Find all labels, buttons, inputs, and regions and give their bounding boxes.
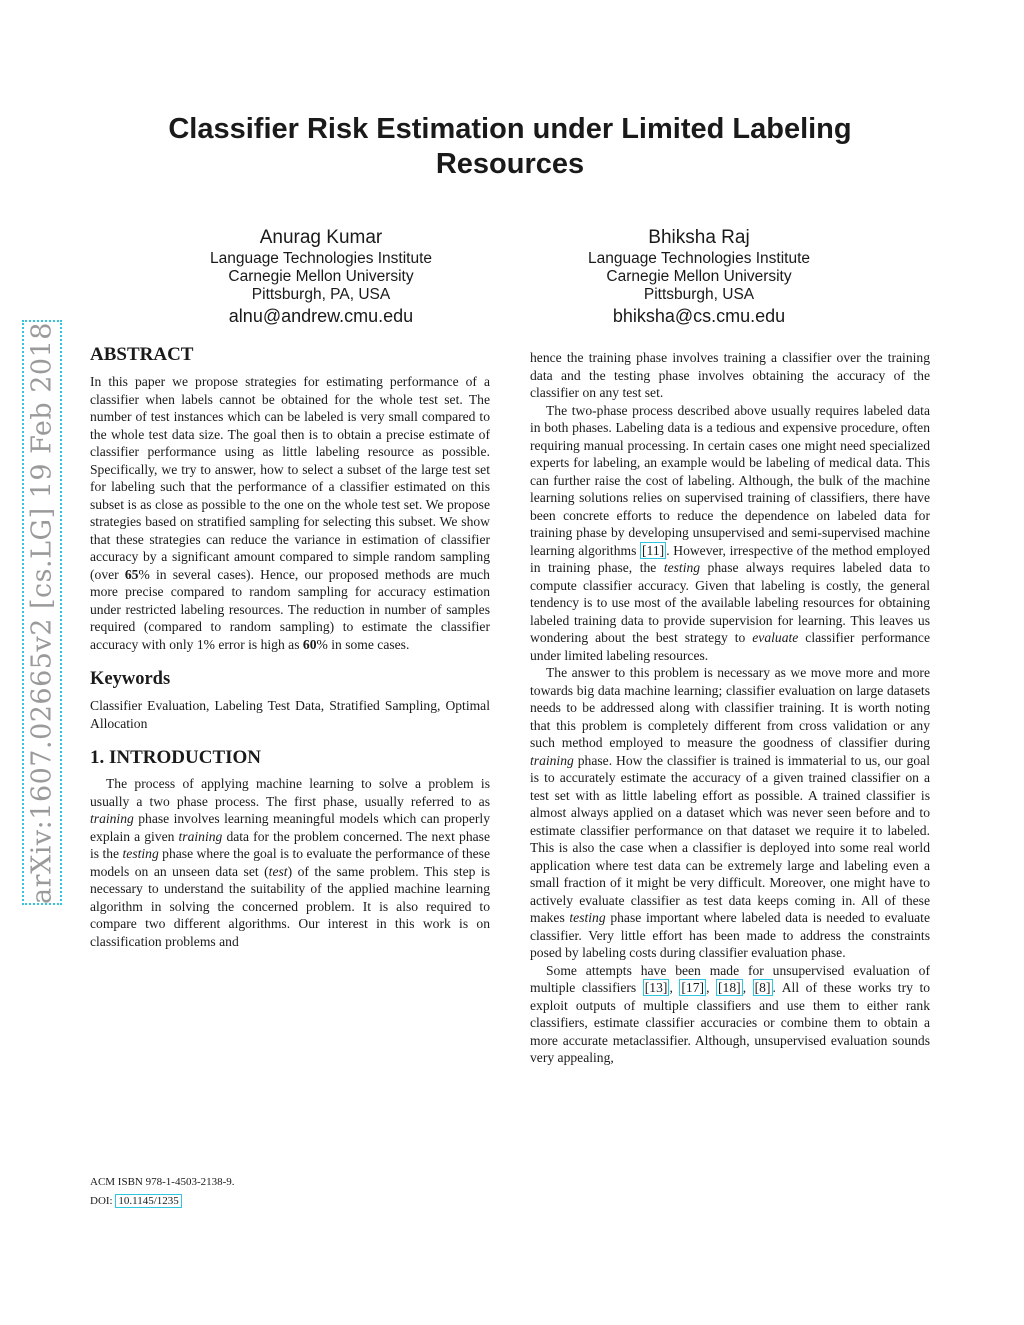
body-text-part: Some attempts have been made for unsupervised evaluation of multiple classifiers xyxy=(530,962,930,995)
author-university: Carnegie Mellon University xyxy=(606,268,792,285)
footer-notes xyxy=(90,1173,235,1211)
body-emphasis: testing xyxy=(663,560,701,575)
body-text-part: , xyxy=(706,980,717,995)
doi-label: DOI: xyxy=(90,1195,116,1207)
doi-line xyxy=(90,1192,235,1211)
isbn-text: ACM ISBN 978-1-4503-2138-9. xyxy=(90,1176,235,1188)
author-name: Bhiksha Raj xyxy=(648,227,750,248)
arxiv-stamp-text: arXiv:1607.02665v2 [cs.LG] 19 Feb 2018 xyxy=(26,321,58,904)
body-emphasis: testing xyxy=(569,910,606,925)
body-paragraph xyxy=(530,664,930,962)
author-name: Anurag Kumar xyxy=(259,227,383,248)
body-text-part: phase always requires labeled data to compute classifier accuracy. Given that labeling is costly, the general tendency is to use most of the available labeling resources for obtaining labeled training data to provide supervision for learning. This leaves us wondering about the best strategy to xyxy=(530,560,930,645)
intro-paragraph xyxy=(90,775,490,950)
intro-text-part: The process of applying machine learning to solve a problem is usually a two phase process. The first phase, usually referred to as xyxy=(90,776,490,809)
intro-text-part: phase involves learning meaningful models which can properly explain a given xyxy=(90,811,490,844)
intro-emphasis: training xyxy=(90,811,134,826)
citation-link[interactable]: [11] xyxy=(642,542,665,558)
body-paragraph: hence the training phase involves training a classifier over the training data and the testing phase involves obtaining the accuracy of the classifier on any test set. xyxy=(530,350,930,400)
author-block-2 xyxy=(529,226,869,328)
body-emphasis: evaluate xyxy=(752,630,799,645)
intro-text-part: ) of the same problem. This step is necessary to understand the suitability of the applied machine learning algorithm in solving the concerned problem. It is also required to compare two different algorithms. Our interest in this work is on classification problems and xyxy=(90,863,490,949)
right-column xyxy=(530,349,930,1067)
author-location: Pittsburgh, PA, USA xyxy=(251,286,391,303)
intro-emphasis: testing xyxy=(122,846,159,861)
citation-link[interactable]: [8] xyxy=(754,980,771,995)
keywords-heading: Keywords xyxy=(90,669,171,689)
abstract-text-part: % in some cases. xyxy=(316,636,410,652)
body-text-part: phase important where labeled data is needed to evaluate classifier. Very little effort has been made to address the constraints posed by labeling costs during classifier evaluation phase. xyxy=(530,910,930,960)
author-university: Carnegie Mellon University xyxy=(228,268,414,285)
body-text-part: phase. How the classifier is trained is immaterial to us, our goal is to accurately estimate the accuracy of a given trained classifier on a test set with as little labeling effort as possible. A trained classifier is almost always applied on a dataset which was never seen before and to estimate classifier performance on that dataset we require it to labeled. This is also the case when a classifier is deployed into some real world application where test data can be extremely large and labeling even a small fraction of it might be very difficult. Moreover, one might have to actively evaluate classifier as test data keeps coming in. All of these makes xyxy=(530,752,930,925)
intro-text-part: phase where the goal is to evaluate the performance of these models on an unseen data set ( xyxy=(90,846,490,879)
introduction-heading: 1. INTRODUCTION xyxy=(90,747,262,768)
abstract-bold-value: 60 xyxy=(302,636,317,652)
paper-title: Classifier Risk Estimation under Limited Labeling Resources xyxy=(168,113,852,180)
author-block-1 xyxy=(151,226,491,328)
arxiv-stamp xyxy=(22,320,62,905)
body-paragraph xyxy=(530,402,930,665)
body-text-part: , xyxy=(742,980,753,995)
abstract-heading: ABSTRACT xyxy=(90,344,194,365)
abstract-text-part: % in several cases). Hence, our proposed methods are much more precise compared to random sampling for accuracy estimation under restricted labeling resources. The reduction in number of samples required (compared to random sampling) to estimate the classifier accuracy with only 1% error is high as xyxy=(90,566,490,652)
intro-emphasis: training xyxy=(178,828,223,844)
body-text-part: The two-phase process described above usually requires labeled data in both phases. Labeling data is a tedious and expensive procedure, often requiring manual processing. In certain cases one might need specialized experts for labeling, an example would be labeling of medical data. This can further raise the cost of labeling. Although, the bulk of the machine learning solutions relies on supervised training of classifiers, there have been concrete efforts to reduce the dependence on labeled data for training phase by developing unsupervised and semi-supervised machine learning algorithms xyxy=(530,402,930,558)
author-institute: Language Technologies Institute xyxy=(209,250,433,267)
body-emphasis: training xyxy=(530,752,574,768)
author-email: bhiksha@cs.cmu.edu xyxy=(612,306,786,326)
intro-text-part: data for the problem concerned. The next phase is the xyxy=(90,828,490,861)
citation-link[interactable]: [13] xyxy=(644,980,668,995)
body-paragraph xyxy=(530,962,930,1067)
left-column xyxy=(90,343,490,950)
body-text-part: The answer to this problem is necessary as we move more and more towards big data machine learning; classifier evaluation on large datasets needs to be addressed along with classifier training. It is worth noting that this problem is completely different from cross validation or any such method employed to measure the goodness of classifier during xyxy=(530,665,930,750)
body-text-part: . All of these works try to exploit outputs of multiple classifiers and use them to either rank classifiers, estimate classifier accuracies or combine them to obtain a more accurate metaclassifier. Although, unsupervised evaluation sounds very appealing, xyxy=(530,980,931,1065)
abstract-text xyxy=(90,373,490,653)
body-text-part: classifier performance under limited labeling resources. xyxy=(530,630,930,663)
abstract-bold-value: 65 xyxy=(124,566,139,582)
citation-link[interactable]: [18] xyxy=(718,980,741,995)
body-text-part: , xyxy=(669,980,680,995)
body-text-part: . However, irrespective of the method employed in training phase, the xyxy=(530,542,930,575)
citation-link[interactable]: [17] xyxy=(681,980,705,995)
keywords-text: Classifier Evaluation, Labeling Test Data, Stratified Sampling, Optimal Allocation xyxy=(90,698,490,731)
author-location: Pittsburgh, USA xyxy=(643,286,755,303)
author-email: alnu@andrew.cmu.edu xyxy=(228,306,414,326)
doi-link[interactable]: 10.1145/1235 xyxy=(115,1194,181,1208)
abstract-text-part: In this paper we propose strategies for estimating performance of a classifier when labels cannot be obtained for the whole test set. The number of test instances which can be labeled is very small compared to the whole test data size. The goal then is to obtain a precise estimate of classifier performance using as little labeling resource as possible. Specifically, we try to answer, how to select a subset of the large test set for labeling such that the performance of a classifier estimated on this subset is as close as possible to the one on the whole test set. We propose strategies based on stratified sampling for selecting this subset. We show that these strategies can reduce the variance in estimation of classifier accuracy by a significant amount compared to simple random sampling (over xyxy=(90,374,490,582)
intro-emphasis: test xyxy=(268,863,288,879)
author-institute: Language Technologies Institute xyxy=(587,250,811,267)
